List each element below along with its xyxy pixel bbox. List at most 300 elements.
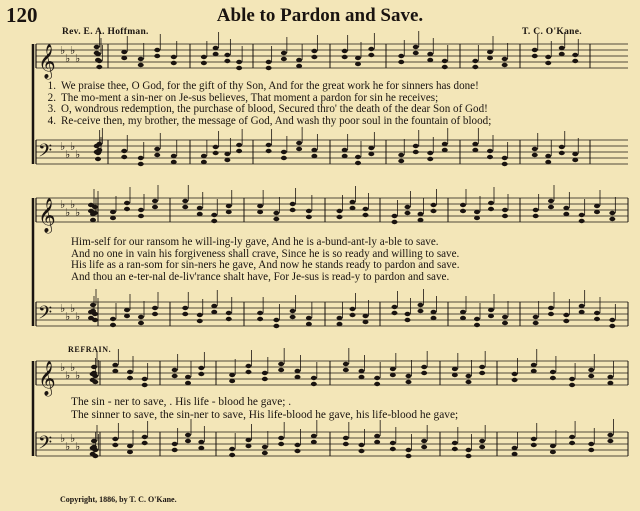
notehead — [442, 59, 448, 63]
notehead — [405, 205, 411, 209]
notehead — [550, 450, 556, 454]
notehead — [91, 365, 97, 369]
notehead — [363, 320, 369, 324]
notehead — [246, 370, 252, 374]
notehead — [211, 304, 217, 308]
notehead — [550, 370, 556, 374]
notehead — [172, 368, 178, 372]
notehead — [273, 318, 279, 322]
notehead — [588, 368, 594, 372]
notehead — [121, 155, 127, 159]
notehead — [398, 159, 404, 163]
notehead — [342, 49, 348, 53]
notehead — [368, 53, 374, 57]
notehead — [306, 316, 312, 320]
notehead — [172, 448, 178, 452]
notehead — [124, 201, 130, 205]
notehead — [594, 311, 600, 315]
notehead — [95, 157, 101, 161]
notehead — [548, 312, 554, 316]
notehead — [121, 56, 127, 60]
notehead — [607, 439, 613, 443]
notehead — [236, 60, 242, 64]
notehead — [343, 436, 349, 440]
notehead — [442, 65, 448, 69]
notehead — [406, 454, 412, 458]
notehead — [273, 211, 279, 215]
treble-clef-icon: 𝄞 — [38, 198, 56, 233]
notehead — [154, 48, 160, 52]
notehead — [588, 442, 594, 446]
notehead — [533, 214, 539, 218]
notehead — [502, 315, 508, 319]
notehead — [406, 380, 412, 384]
notehead — [512, 372, 518, 376]
notehead — [182, 312, 188, 316]
notehead — [405, 211, 411, 215]
notehead — [138, 321, 144, 325]
notehead — [531, 437, 537, 441]
flat-icon: ♭ — [75, 52, 81, 65]
notehead — [127, 370, 133, 374]
notehead — [96, 142, 102, 146]
notehead — [559, 145, 565, 149]
notehead — [311, 55, 317, 59]
notehead — [502, 321, 508, 325]
notehead — [211, 219, 217, 223]
notehead — [138, 315, 144, 319]
notehead — [487, 149, 493, 153]
notehead — [374, 382, 380, 386]
notehead — [342, 148, 348, 152]
notehead — [124, 314, 130, 318]
notehead — [559, 151, 565, 155]
notehead — [350, 206, 356, 210]
notehead — [609, 324, 615, 328]
notehead — [198, 366, 204, 370]
notehead — [374, 434, 380, 438]
notehead — [229, 453, 235, 457]
notehead — [246, 438, 252, 442]
notehead — [171, 160, 177, 164]
notehead — [452, 373, 458, 377]
notehead — [295, 449, 301, 453]
refrain-lyric-2: The sinner to save, the sin-ner to save, His life-blood he gave, his life-blood he gave; — [71, 409, 459, 421]
notehead — [531, 443, 537, 447]
notehead — [211, 213, 217, 217]
notehead — [488, 201, 494, 205]
notehead — [198, 372, 204, 376]
notehead — [363, 207, 369, 211]
notehead — [90, 218, 96, 222]
notehead — [363, 213, 369, 217]
notehead — [138, 214, 144, 218]
notehead — [197, 212, 203, 216]
notehead — [138, 162, 144, 166]
notehead — [545, 55, 551, 59]
notehead — [213, 151, 219, 155]
notehead — [224, 152, 230, 156]
notehead — [266, 143, 272, 147]
notehead — [392, 311, 398, 315]
notehead — [472, 142, 478, 146]
notehead — [594, 317, 600, 321]
notehead — [572, 53, 578, 57]
notehead — [350, 307, 356, 311]
hymn-title: Able to Pardon and Save. — [216, 5, 424, 26]
notehead — [124, 308, 130, 312]
notehead — [290, 208, 296, 212]
notehead — [121, 149, 127, 153]
verse-cont-3: His life as a ran-som for sin-ners he gave, And now he stands ready to pardon and save. — [71, 259, 460, 272]
notehead — [295, 375, 301, 379]
notehead — [431, 316, 437, 320]
composer-credit: T. C. O'Kane. — [522, 27, 582, 37]
notehead — [281, 57, 287, 61]
notehead — [466, 454, 472, 458]
notehead — [368, 47, 374, 51]
notehead — [246, 444, 252, 448]
bass-clef-icon: 𝄢 — [38, 303, 53, 328]
notehead — [550, 376, 556, 380]
notehead — [572, 158, 578, 162]
notehead — [579, 304, 585, 308]
notehead — [273, 217, 279, 221]
notehead — [359, 369, 365, 373]
notehead — [466, 374, 472, 378]
notehead — [236, 143, 242, 147]
notehead — [472, 65, 478, 69]
author-credit: Rev. E. A. Hoffman. — [62, 27, 149, 37]
notehead — [266, 149, 272, 153]
notehead — [609, 318, 615, 322]
notehead — [607, 433, 613, 437]
notehead — [112, 363, 118, 367]
notehead — [398, 153, 404, 157]
notehead — [142, 383, 148, 387]
bass-clef-icon: 𝄢 — [38, 433, 53, 458]
notehead — [127, 450, 133, 454]
notehead — [405, 312, 411, 316]
notehead — [127, 376, 133, 380]
notehead — [311, 49, 317, 53]
notehead — [296, 141, 302, 145]
notehead — [290, 202, 296, 206]
refrain-label: REFRAIN. — [68, 345, 112, 354]
page-number: 120 — [6, 3, 38, 27]
flat-icon: ♭ — [60, 44, 66, 57]
notehead — [229, 373, 235, 377]
notehead — [531, 363, 537, 367]
notehead — [487, 50, 493, 54]
notehead — [588, 448, 594, 452]
copyright-notice: Copyright, 1886, by T. C. O'Kane. — [60, 495, 177, 504]
notehead — [488, 207, 494, 211]
flat-icon: ♭ — [75, 148, 81, 161]
notehead — [262, 371, 268, 375]
notehead — [306, 215, 312, 219]
notehead — [197, 206, 203, 210]
verses-part2 — [71, 237, 459, 283]
notehead — [257, 204, 263, 208]
notehead — [512, 378, 518, 382]
notehead — [421, 439, 427, 443]
notehead — [266, 66, 272, 70]
flat-icon: ♭ — [70, 44, 76, 57]
notehead — [421, 371, 427, 375]
notehead — [427, 58, 433, 62]
notehead — [201, 55, 207, 59]
notehead — [466, 448, 472, 452]
notehead — [211, 310, 217, 314]
notehead — [363, 314, 369, 318]
notehead — [198, 446, 204, 450]
notehead — [479, 371, 485, 375]
notehead — [460, 203, 466, 207]
notehead — [413, 150, 419, 154]
notehead — [152, 205, 158, 209]
notehead — [421, 365, 427, 369]
notehead — [460, 209, 466, 213]
notehead — [201, 154, 207, 158]
notehead — [532, 48, 538, 52]
notehead — [90, 372, 96, 376]
notehead — [172, 374, 178, 378]
notehead — [479, 445, 485, 449]
notehead — [96, 148, 102, 152]
notehead — [474, 317, 480, 321]
notehead — [609, 211, 615, 215]
notehead — [563, 313, 569, 317]
notehead — [172, 442, 178, 446]
notehead — [474, 216, 480, 220]
notehead — [350, 200, 356, 204]
flat-icon: ♭ — [60, 198, 66, 211]
notehead — [138, 156, 144, 160]
notehead — [90, 452, 96, 456]
notehead — [532, 153, 538, 157]
notehead — [110, 317, 116, 321]
flat-icon: ♭ — [65, 440, 71, 453]
notehead — [295, 443, 301, 447]
notehead — [278, 436, 284, 440]
notehead — [355, 155, 361, 159]
notehead — [311, 376, 317, 380]
notehead — [563, 212, 569, 216]
notehead — [545, 160, 551, 164]
notehead — [343, 442, 349, 446]
flat-icon: ♭ — [75, 440, 81, 453]
notehead — [226, 204, 232, 208]
notehead — [545, 154, 551, 158]
bass-clef-icon: 𝄢 — [38, 141, 53, 166]
notehead — [427, 151, 433, 155]
notehead — [337, 215, 343, 219]
notehead — [224, 158, 230, 162]
notehead — [512, 452, 518, 456]
notehead — [374, 440, 380, 444]
notehead — [502, 162, 508, 166]
notehead — [281, 51, 287, 55]
notehead — [152, 199, 158, 203]
notehead — [257, 210, 263, 214]
notehead — [392, 305, 398, 309]
notehead — [502, 57, 508, 61]
notehead — [96, 59, 102, 63]
notehead — [246, 364, 252, 368]
verse-line-4: 4. Re-ceive then, my brother, the message of God, And wash thy poor soul in the fountain of blood; — [47, 114, 492, 127]
notehead — [185, 433, 191, 437]
notehead — [374, 376, 380, 380]
notehead — [609, 217, 615, 221]
notehead — [142, 377, 148, 381]
notehead — [427, 157, 433, 161]
notehead — [226, 311, 232, 315]
notehead — [257, 317, 263, 321]
notehead — [442, 148, 448, 152]
notehead — [502, 208, 508, 212]
notehead — [306, 322, 312, 326]
notehead — [563, 206, 569, 210]
notehead — [421, 445, 427, 449]
notehead — [224, 59, 230, 63]
verse-cont-1: Him-self for our ransom he will-ing-ly gave, And he is a-bund-ant-ly a-ble to save. — [71, 236, 439, 248]
notehead — [512, 446, 518, 450]
notehead — [502, 63, 508, 67]
flat-icon: ♭ — [70, 198, 76, 211]
notehead — [594, 210, 600, 214]
notehead — [152, 306, 158, 310]
notehead — [460, 310, 466, 314]
notehead — [579, 310, 585, 314]
notehead — [154, 147, 160, 151]
notehead — [413, 51, 419, 55]
notehead — [171, 61, 177, 65]
notehead — [185, 439, 191, 443]
notehead — [442, 142, 448, 146]
verse-line-1: 1. We praise thee, O God, for the gift of thy Son, And for the great work he for sinners has done! — [47, 80, 479, 92]
notehead — [88, 209, 94, 213]
notehead — [359, 375, 365, 379]
flat-icon: ♭ — [70, 140, 76, 153]
flat-icon: ♭ — [60, 432, 66, 445]
notehead — [185, 381, 191, 385]
notehead — [502, 156, 508, 160]
flat-icon: ♭ — [60, 140, 66, 153]
notehead — [406, 374, 412, 378]
notehead — [390, 373, 396, 377]
flat-icon: ♭ — [60, 302, 66, 315]
notehead — [96, 65, 102, 69]
notehead — [278, 368, 284, 372]
notehead — [479, 365, 485, 369]
notehead — [472, 59, 478, 63]
notehead — [124, 207, 130, 211]
notehead — [548, 199, 554, 203]
notehead — [337, 322, 343, 326]
notehead — [213, 46, 219, 50]
notehead — [563, 319, 569, 323]
notehead — [296, 64, 302, 68]
notehead — [182, 205, 188, 209]
notehead — [88, 310, 94, 314]
notehead — [138, 208, 144, 212]
verse-cont-4: And thou an e-ter-nal de-liv'rance shalt have, For Je-sus is read-y to pardon and save. — [71, 270, 450, 283]
notehead — [154, 54, 160, 58]
notehead — [594, 204, 600, 208]
verses-part1 — [38, 81, 491, 127]
notehead — [290, 315, 296, 319]
notehead — [138, 63, 144, 67]
notehead — [296, 147, 302, 151]
notehead — [460, 316, 466, 320]
notehead — [278, 362, 284, 366]
notehead — [198, 440, 204, 444]
notehead — [110, 216, 116, 220]
notehead — [487, 155, 493, 159]
notehead — [311, 154, 317, 158]
notehead — [559, 46, 565, 50]
notehead — [579, 219, 585, 223]
notehead — [201, 61, 207, 65]
notehead — [226, 317, 232, 321]
notehead — [296, 58, 302, 62]
notehead — [472, 148, 478, 152]
flat-icon: ♭ — [65, 148, 71, 161]
notehead — [337, 209, 343, 213]
treble-clef-icon: 𝄞 — [38, 361, 56, 396]
notehead — [95, 52, 101, 56]
notehead — [368, 146, 374, 150]
notehead — [295, 369, 301, 373]
flat-icon: ♭ — [75, 310, 81, 323]
notehead — [121, 50, 127, 54]
notehead — [569, 377, 575, 381]
notehead — [90, 378, 96, 382]
notehead — [355, 161, 361, 165]
notehead — [548, 205, 554, 209]
notehead — [487, 56, 493, 60]
notehead — [466, 380, 472, 384]
notehead — [559, 52, 565, 56]
notehead — [572, 152, 578, 156]
notehead — [406, 448, 412, 452]
notehead — [110, 323, 116, 327]
notehead — [398, 60, 404, 64]
flat-icon: ♭ — [75, 206, 81, 219]
notehead — [281, 156, 287, 160]
notehead — [474, 323, 480, 327]
notehead — [405, 318, 411, 322]
notehead — [185, 375, 191, 379]
notehead — [418, 309, 424, 313]
notehead — [488, 308, 494, 312]
notehead — [197, 313, 203, 317]
notehead — [311, 434, 317, 438]
notehead — [91, 439, 97, 443]
notehead — [488, 314, 494, 318]
notehead — [533, 321, 539, 325]
flat-icon: ♭ — [70, 302, 76, 315]
notehead — [281, 150, 287, 154]
flat-icon: ♭ — [65, 310, 71, 323]
notehead — [343, 362, 349, 366]
notehead — [390, 441, 396, 445]
notehead — [418, 212, 424, 216]
notehead — [262, 451, 268, 455]
notehead — [427, 52, 433, 56]
flat-icon: ♭ — [60, 361, 66, 374]
